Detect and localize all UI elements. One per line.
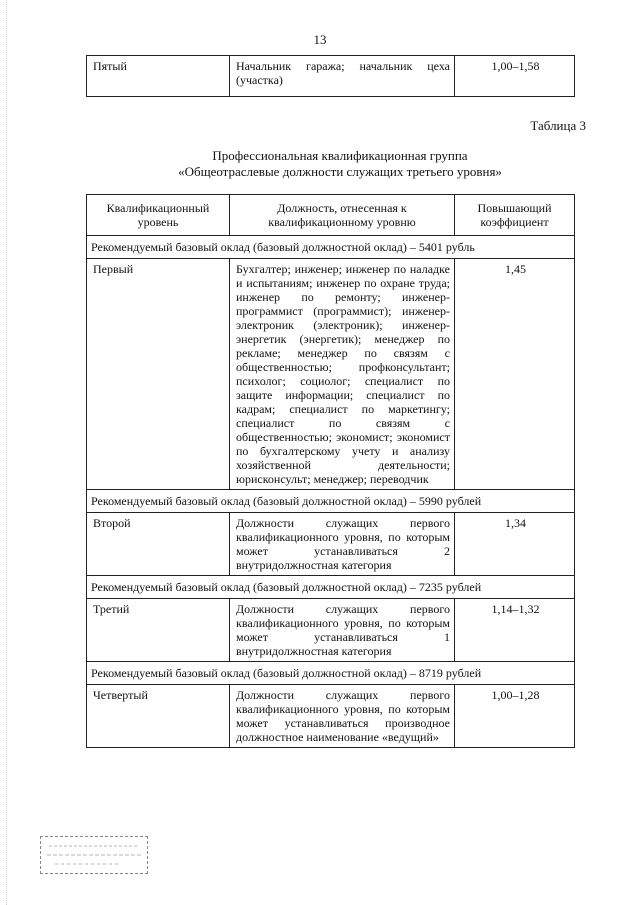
salary-row bbox=[87, 662, 575, 685]
coefficient-cell: 1,45 bbox=[455, 259, 575, 490]
header-row bbox=[87, 195, 575, 236]
faded-stamp bbox=[40, 836, 148, 874]
salary-row bbox=[87, 490, 575, 513]
header-position: Должность, отнесенная к квалификационному уровню bbox=[230, 195, 455, 236]
page-number: 13 bbox=[313, 32, 327, 47]
salary-cell: Рекомендуемый базовый оклад (базовый должностной оклад) – 5401 рубль bbox=[87, 236, 575, 259]
table-row bbox=[87, 259, 575, 490]
header-coefficient: Повышающий коэффициент bbox=[455, 195, 575, 236]
qualification-table bbox=[86, 194, 575, 748]
table-row bbox=[87, 599, 575, 662]
continued-table bbox=[86, 55, 575, 97]
coefficient-cell: 1,34 bbox=[455, 513, 575, 576]
level-cell: Третий bbox=[87, 599, 230, 662]
coefficient-cell: 1,00–1,58 bbox=[455, 56, 575, 97]
salary-cell: Рекомендуемый базовый оклад (базовый должностной оклад) – 7235 рублей bbox=[87, 576, 575, 599]
salary-row bbox=[87, 236, 575, 259]
coefficient-cell: 1,14–1,32 bbox=[455, 599, 575, 662]
table-row bbox=[87, 685, 575, 748]
salary-cell: Рекомендуемый базовый оклад (базовый должностной оклад) – 8719 рублей bbox=[87, 662, 575, 685]
salary-cell: Рекомендуемый базовый оклад (базовый должностной оклад) – 5990 рублей bbox=[87, 490, 575, 513]
salary-row bbox=[87, 576, 575, 599]
level-cell: Второй bbox=[87, 513, 230, 576]
header-level: Квалификационный уровень bbox=[87, 195, 230, 236]
level-cell: Пятый bbox=[87, 56, 230, 97]
position-cell: Начальник гаража; начальник цеха (участка) bbox=[230, 56, 455, 97]
position-cell: Должности служащих первого квалификационного уровня, по которым может устанавливаться производное должностное наименование «ведущий» bbox=[230, 685, 455, 748]
table-row bbox=[87, 56, 575, 97]
position-cell: Должности служащих первого квалификационного уровня, по которым может устанавливаться 1 внутридолжностная категория bbox=[230, 599, 455, 662]
table-row bbox=[87, 513, 575, 576]
table-number: Таблица 3 bbox=[530, 118, 586, 133]
group-title-line-2: «Общеотраслевые должности служащих третьего уровня» bbox=[178, 164, 502, 179]
position-cell: Бухгалтер; инженер; инженер по наладке и испытаниям; инженер по охране труда; инженер по ремонту; инженер-программист (программист); инженер-электроник (электроник); инженер-энергетик (энергетик); менеджер по рекламе; менеджер по связям с общественностью; профконсультант; психолог; социолог; специалист по защите информации; специалист по кадрам; специалист по маркетингу; специалист по связям с общественностью; экономист; экономист по бухгалтерскому учету и анализу хозяйственной деятельности; юрисконсульт; менеджер; переводчик bbox=[230, 259, 455, 490]
coefficient-cell: 1,00–1,28 bbox=[455, 685, 575, 748]
level-cell: Первый bbox=[87, 259, 230, 490]
stamp-graphic bbox=[41, 837, 147, 873]
position-cell: Должности служащих первого квалификационного уровня, по которым может устанавливаться 2 внутридолжностная категория bbox=[230, 513, 455, 576]
page-edge-line bbox=[6, 0, 7, 905]
group-title-line-1: Профессиональная квалификационная группа bbox=[212, 148, 468, 163]
group-title bbox=[86, 148, 594, 180]
level-cell: Четвертый bbox=[87, 685, 230, 748]
